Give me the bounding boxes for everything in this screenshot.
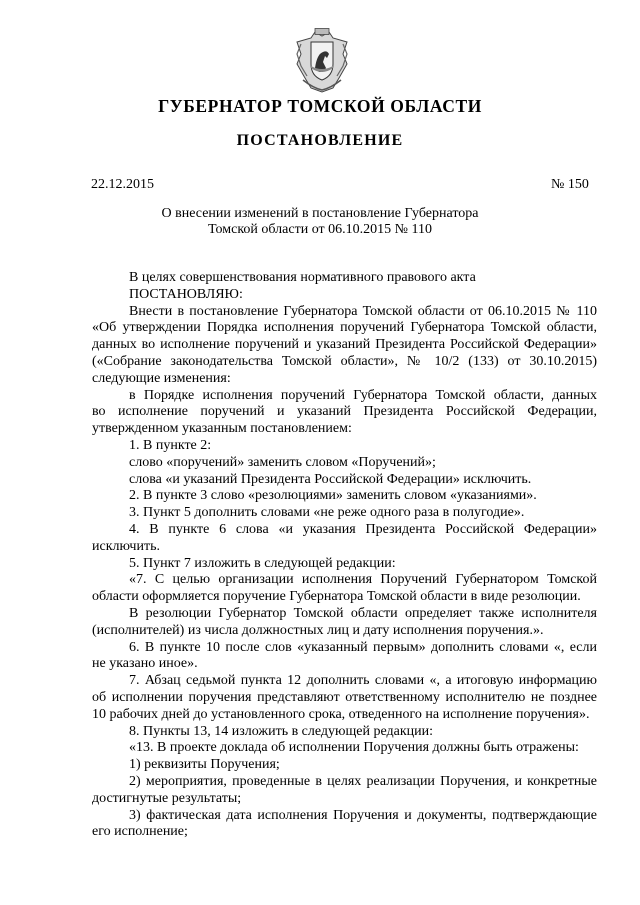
coat-of-arms-emblem [293,28,351,94]
body-line: В целях совершенствования нормативного правового акта [129,270,476,285]
body-line: данных во исполнение поручений и указаний Президента Российской Федерации» [92,337,597,353]
document-type: ПОСТАНОВЛЕНИЕ [236,132,404,149]
body-line: исключить. [92,538,160,554]
body-line: следующие изменения: [92,370,231,386]
body-line: 1) реквизиты Поручения; [129,757,280,773]
body-line: («Собрание законодательства Томской области», № 10/2 (133) от 30.10.2015) [92,353,597,369]
document-number: № 150 [551,177,589,192]
body-line: 1. В пункте 2: [129,437,212,453]
body-line: 2) мероприятия, проведенные в целях реализации Поручения, и конкретные [129,773,597,789]
body-line: «Об утверждении Порядка исполнения поручений Губернатора Томской области, [92,320,597,336]
issuer-title: ГУБЕРНАТОР ТОМСКОЙ ОБЛАСТИ [158,96,482,116]
body-line: 3. Пункт 5 дополнить словами «не реже одного раза в полугодие». [129,505,525,521]
body-line: «13. В проекте доклада об исполнении Поручения должны быть отражены: [129,740,579,756]
body-line: Внести в постановление Губернатора Томской области от 06.10.2015 № 110 [129,303,597,319]
body-line: слово «поручений» заменить словом «Поручений»; [129,454,436,470]
subject-line: О внесении изменений в постановление Губернатора [161,206,479,221]
body-line: «7. С целью организации исполнения Поручений Губернатором Томской [129,572,597,588]
body-line: области оформляется поручение Губернатора Томской области в виде резолюции. [92,589,581,605]
body-line: 2. В пункте 3 слово «резолюциями» заменить словом «указаниями». [129,488,537,504]
body-line: утвержденном указанным постановлением: [92,421,352,437]
body-line: 5. Пункт 7 изложить в следующей редакции: [129,555,396,571]
body-line: во исполнение поручений и указаний Президента Российской Федерации, [92,404,597,420]
body-line: 10 рабочих дней до установленного срока, отведенного на исполнение поручения». [92,706,590,722]
body-line: 4. В пункте 6 слова «и указания Президента Российской Федерации» [129,521,597,537]
body-line: слова «и указаний Президента Российской Федерации» исключить. [129,471,532,487]
body-line: (исполнителей) из числа должностных лиц и дату исполнения поручения.». [92,622,544,638]
body-line: ПОСТАНОВЛЯЮ: [129,286,243,302]
body-line: 8. Пункты 13, 14 изложить в следующей редакции: [129,723,434,739]
body-line: не указано иное». [92,656,198,672]
document-subject [0,206,640,238]
document-date: 22.12.2015 [91,177,154,192]
body-line: 7. Абзац седьмой пункта 12 дополнить словами «, а итоговую информацию [129,673,597,689]
body-line: об исполнении поручения представляют ответственному исполнителю не позднее [92,689,597,705]
body-line: достигнутые результаты; [92,790,242,806]
document-body [92,270,597,841]
body-line: В резолюции Губернатор Томской области определяет также исполнителя [129,605,597,621]
body-line: 6. В пункте 10 после слов «указанный первым» дополнить словами «, если [129,639,597,655]
body-line: в Порядке исполнения поручений Губернатора Томской области, данных [129,387,597,403]
body-line: 3) фактическая дата исполнения Поручения и документы, подтверждающие [129,807,597,823]
subject-line: Томской области от 06.10.2015 № 110 [208,222,432,237]
body-line: его исполнение; [92,824,188,840]
